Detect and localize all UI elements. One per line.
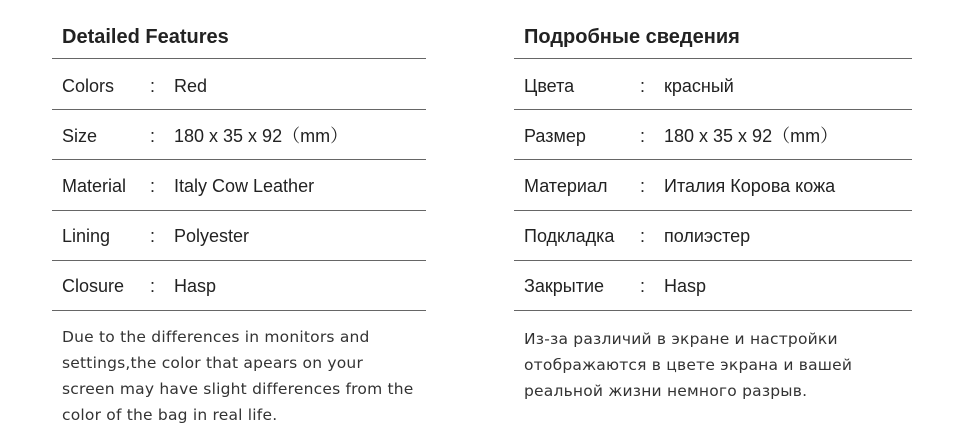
divider — [52, 310, 426, 311]
spec-label: Size — [62, 126, 98, 146]
spec-separator: : — [150, 176, 156, 196]
spec-label: Подкладка — [524, 226, 615, 246]
spec-label: Closure — [62, 276, 125, 296]
color-disclaimer — [524, 326, 852, 404]
spec-row-colors — [514, 61, 912, 111]
spec-value: Италия Корова кожа — [664, 176, 836, 196]
spec-value: Hasp — [174, 276, 217, 296]
spec-label: Цвета — [524, 76, 575, 96]
spec-separator: : — [640, 276, 646, 296]
disclaimer-line: Due to the differences in monitors and — [62, 328, 370, 346]
divider — [514, 109, 912, 110]
divider — [514, 58, 912, 59]
spec-label: Размер — [524, 126, 586, 146]
spec-value: Polyester — [174, 226, 250, 246]
spec-separator: : — [640, 176, 646, 196]
divider — [52, 109, 426, 110]
spec-row-colors — [52, 61, 426, 111]
divider — [514, 159, 912, 160]
spec-row-material — [514, 161, 912, 211]
spec-separator: : — [150, 76, 156, 96]
spec-separator: : — [640, 226, 646, 246]
spec-value: Italy Cow Leather — [174, 176, 315, 196]
spec-label: Material — [62, 176, 127, 196]
spec-separator: : — [640, 126, 646, 146]
divider — [52, 159, 426, 160]
spec-row-closure — [52, 261, 426, 311]
divider — [514, 310, 912, 311]
spec-value: Red — [174, 76, 208, 96]
color-disclaimer — [62, 324, 414, 428]
spec-row-material — [52, 161, 426, 211]
spec-row-size — [52, 111, 426, 161]
disclaimer-line: settings,the color that apears on your — [62, 354, 364, 372]
spec-row-lining — [52, 211, 426, 261]
spec-label: Colors — [62, 76, 115, 96]
disclaimer-line: screen may have slight differences from the — [62, 380, 414, 398]
spec-separator: : — [640, 76, 646, 96]
spec-separator: : — [150, 226, 156, 246]
spec-row-size — [514, 111, 912, 161]
divider — [52, 58, 426, 59]
spec-value: красный — [664, 76, 734, 96]
disclaimer-line: отображаются в цвете экрана и вашей — [524, 356, 853, 374]
spec-label: Закрытие — [524, 276, 605, 296]
disclaimer-line: реальной жизни немного разрыв. — [524, 382, 808, 400]
spec-value: Hasp — [664, 276, 707, 296]
panel-title: Подробные сведения — [524, 26, 740, 48]
spec-separator: : — [150, 276, 156, 296]
spec-separator: : — [150, 126, 156, 146]
spec-value: 180 x 35 x 92（mm） — [174, 126, 349, 146]
spec-row-lining — [514, 211, 912, 261]
panel-title: Detailed Features — [62, 26, 229, 48]
spec-value: 180 x 35 x 92（mm） — [664, 126, 839, 146]
spec-row-closure — [514, 261, 912, 311]
spec-label: Материал — [524, 176, 608, 196]
disclaimer-line: Из-за различий в экране и настройки — [524, 330, 838, 348]
disclaimer-line: color of the bag in real life. — [62, 406, 278, 424]
spec-label: Lining — [62, 226, 111, 246]
spec-value: полиэстер — [664, 226, 751, 246]
